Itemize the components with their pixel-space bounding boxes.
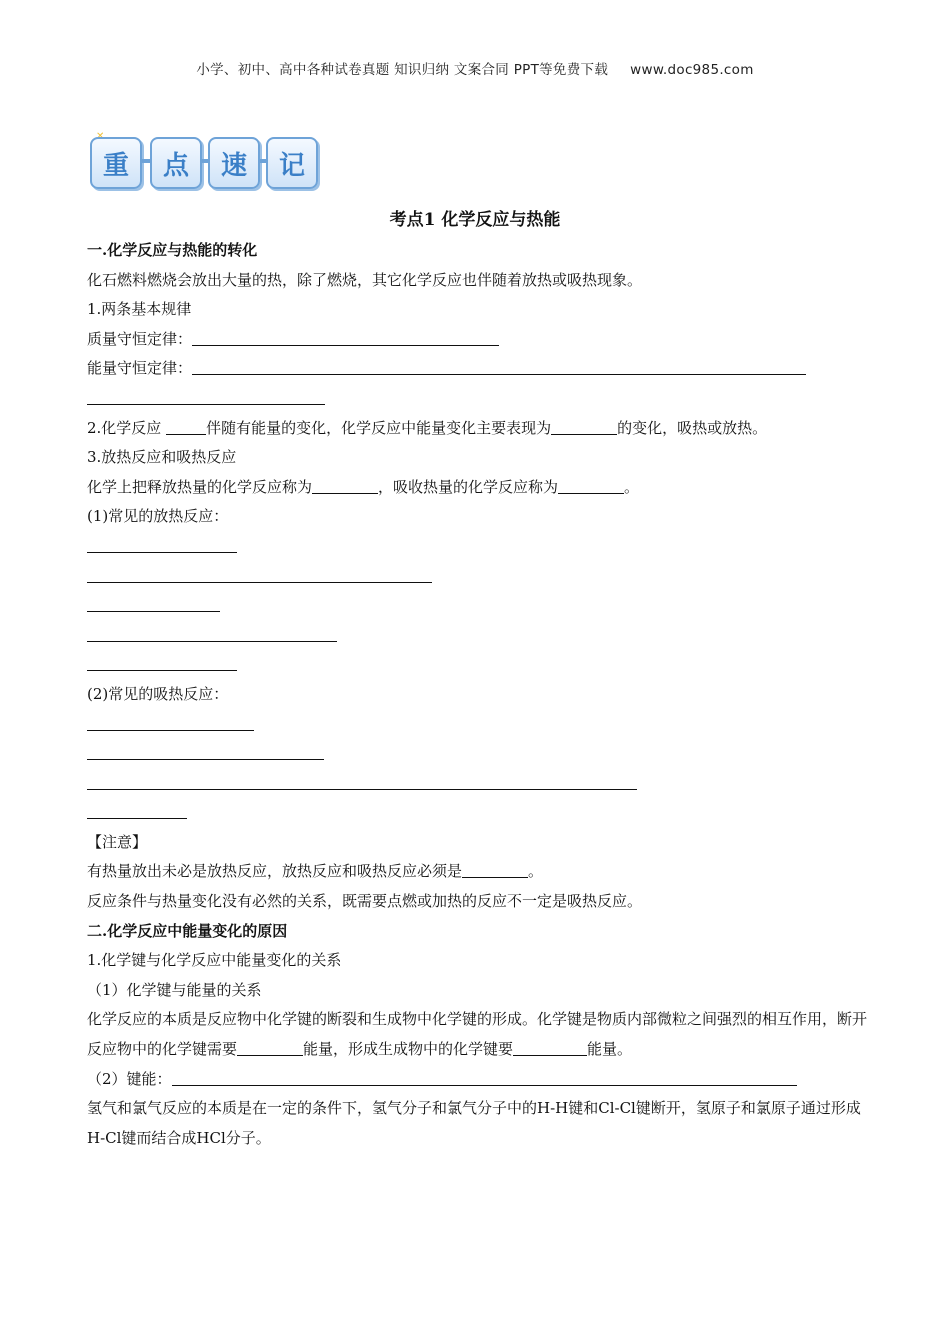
answer-blank — [551, 416, 617, 435]
note1-text: 。 — [528, 862, 544, 881]
answer-blank — [558, 475, 624, 494]
answer-blank — [87, 741, 324, 760]
paragraph-text: 能量，形成生成物中的化学键要 — [303, 1040, 514, 1059]
answer-blank — [192, 356, 806, 375]
page-title: 考点1 化学反应与热能 — [389, 210, 561, 230]
item2-row — [87, 414, 867, 444]
answer-blank — [87, 534, 237, 553]
badge-char: 点 — [150, 137, 202, 189]
note1-row — [87, 857, 867, 887]
answer-blank — [87, 652, 237, 671]
answer-blank — [87, 386, 325, 405]
item2-text: 的变化，吸热或放热。 — [617, 418, 768, 437]
answer-blank — [87, 800, 187, 819]
item3-row — [87, 473, 867, 503]
answer-blank — [166, 416, 206, 435]
item3-text: 3.放热反应和吸热反应 — [87, 448, 237, 467]
badge-char: 重 — [90, 137, 142, 189]
page-header — [0, 58, 950, 78]
header-text: 小学、初中、高中各种试卷真题 知识归纳 文案合同 PPT等免费下载 — [196, 62, 609, 78]
answer-blank — [237, 1037, 303, 1056]
endo-label: (2)常见的吸热反应： — [87, 684, 229, 703]
law-mass-label: 质量守恒定律： — [87, 329, 193, 348]
answer-blank — [87, 593, 220, 612]
item3-text: 。 — [624, 477, 640, 496]
law-energy-label: 能量守恒定律： — [87, 359, 193, 378]
law-energy-continuation — [87, 384, 867, 414]
section2-sub1: （1）化学键与能量的关系 — [87, 980, 262, 999]
badge-char: 速 — [208, 137, 260, 189]
paragraph-text: 化学反应的本质是反应物中化学键的断裂和生成物中化学键的形成。化学键是物质内部微粒之间强烈的相互作用，断开反应物中的化学键需要 — [87, 1010, 868, 1059]
exo-label: (1)常见的放热反应： — [87, 507, 229, 526]
note-heading: 【注意】 — [87, 832, 148, 851]
answer-blank — [87, 771, 637, 790]
badge-char: 记 — [266, 137, 318, 189]
bond-energy-row — [87, 1065, 867, 1095]
exo-blank-row — [87, 562, 867, 592]
item1-text: 1.两条基本规律 — [87, 300, 192, 319]
exo-blank-row — [87, 532, 867, 562]
exo-blank-row — [87, 621, 867, 651]
note2-text: 反应条件与热量变化没有必然的关系，既需要点燃或加热的反应不一定是吸热反应。 — [87, 892, 643, 911]
endo-blank-row — [87, 710, 867, 740]
answer-blank — [192, 327, 499, 346]
endo-blank-row — [87, 769, 867, 799]
answer-blank — [513, 1037, 587, 1056]
paragraph-text: 能量。 — [587, 1040, 633, 1059]
item2-text: 伴随有能量的变化，化学反应中能量变化主要表现为 — [206, 418, 552, 437]
note1-text: 有热量放出未必是放热反应，放热反应和吸热反应必须是 — [87, 862, 463, 881]
bond-energy-label: （2）键能： — [87, 1069, 172, 1088]
law-mass-row — [87, 325, 867, 355]
section2-paragraph2: 氢气和氯气反应的本质是在一定的条件下，氢气分子和氯气分子中的H-H键和Cl-Cl键断开，氢原子和氯原子通过形成H-Cl键而结合成HCl分子。 — [87, 1099, 861, 1147]
answer-blank — [87, 623, 337, 642]
answer-blank — [172, 1067, 797, 1086]
exo-blank-row — [87, 591, 867, 621]
answer-blank — [87, 712, 254, 731]
intro-text: 化石燃料燃烧会放出大量的热，除了燃烧，其它化学反应也伴随着放热或吸热现象。 — [87, 270, 643, 289]
section2-heading: 二.化学反应中能量变化的原因 — [87, 921, 288, 940]
exo-blank-row — [87, 650, 867, 680]
item3-text: 化学上把释放热量的化学反应称为 — [87, 477, 313, 496]
item3-text: ，吸收热量的化学反应称为 — [378, 477, 559, 496]
answer-blank — [462, 859, 528, 878]
law-energy-row — [87, 354, 867, 384]
header-site: www.doc985.com — [630, 62, 754, 78]
endo-blank-row — [87, 739, 867, 769]
document-body — [87, 236, 867, 1153]
section2-paragraph — [87, 1005, 867, 1064]
answer-blank — [312, 475, 378, 494]
section1-heading: 一.化学反应与热能的转化 — [87, 241, 258, 259]
answer-blank — [87, 564, 432, 583]
item2-text: 2.化学反应 — [87, 418, 167, 437]
section2-item1: 1.化学键与化学反应中能量变化的关系 — [87, 951, 342, 970]
endo-blank-row — [87, 798, 867, 828]
